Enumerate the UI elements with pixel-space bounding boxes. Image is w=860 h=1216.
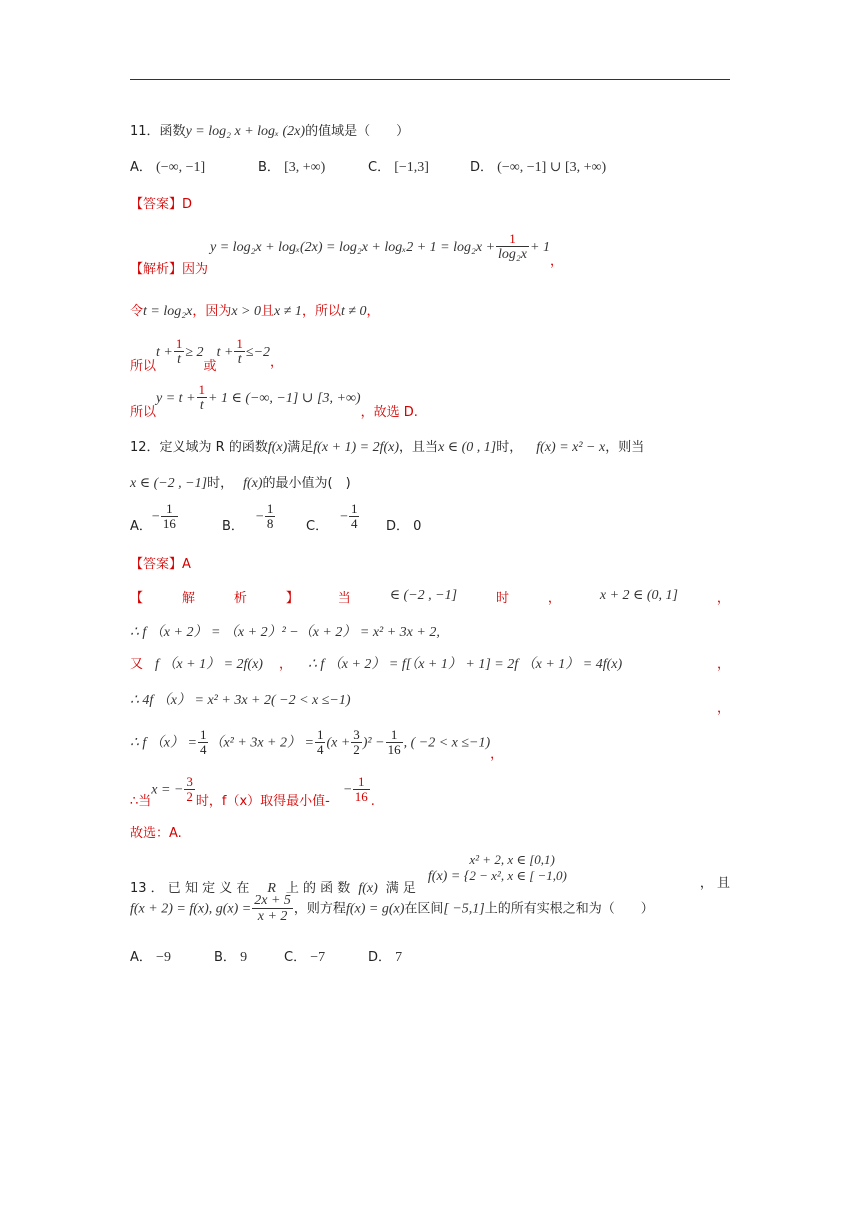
text: 解 — [181, 591, 195, 606]
option-value: (−∞, −1] — [156, 160, 206, 175]
expr: x ≠ 1 — [274, 304, 302, 319]
fraction-one-over-t — [234, 337, 245, 368]
text: ， 且 — [699, 876, 730, 891]
expr: ∴ 4f （x） = x² + 3x + 2( −2 < x ≤−1) — [130, 693, 351, 708]
q11-so1 — [130, 336, 284, 374]
expr: x = − — [151, 782, 184, 798]
q12-analysis-line2 — [130, 621, 440, 641]
denominator: log₂x — [498, 247, 528, 263]
numerator: 1 — [198, 382, 206, 397]
option-label: D． — [470, 160, 494, 175]
q11-analysis — [130, 231, 563, 277]
numerator: 1 — [390, 727, 398, 742]
numerator: 1 — [358, 774, 365, 789]
q13-option-b — [214, 946, 284, 966]
expr: )² − — [362, 735, 385, 751]
expr: f （x + 1） = 2f(x) — [155, 657, 263, 672]
fraction-three-halves — [184, 775, 195, 805]
q11-option-b — [258, 156, 368, 176]
fraction-one-sixteenth — [353, 775, 370, 805]
q11-number: 11． — [130, 124, 160, 139]
option-label: D． — [386, 519, 410, 535]
numerator: 1 — [266, 501, 274, 516]
q11-so2 — [130, 382, 418, 420]
header-rule — [130, 79, 730, 80]
text: 时， — [496, 440, 523, 455]
text: ， — [716, 657, 730, 672]
text: 13 ． 已 知 定 义 在 — [130, 880, 250, 896]
fraction-quarter — [315, 728, 326, 758]
q13-stem-line1 — [130, 852, 730, 896]
denominator: 2 — [353, 742, 360, 758]
text: ， — [366, 304, 380, 319]
text: ，则方程 — [293, 901, 346, 917]
text: 在区间 — [404, 901, 444, 917]
numerator: 1 — [236, 336, 243, 351]
expr: (x + — [326, 735, 351, 751]
denominator: t — [174, 351, 185, 367]
text: 令 — [130, 304, 144, 319]
numerator: 1 — [509, 231, 516, 246]
option-value: 9 — [240, 950, 248, 965]
text: 析 — [233, 591, 247, 606]
numerator: 1 — [199, 727, 207, 742]
q12-stem-line2 — [130, 472, 351, 492]
expr: x ∈ (−2 , −1] — [130, 476, 208, 491]
q12-option-c — [306, 501, 386, 535]
numerator: 2x + 5 — [254, 893, 291, 908]
expr-tail: + 1 — [530, 239, 550, 255]
denominator: 2 — [186, 789, 193, 805]
q12-option-b — [222, 501, 306, 535]
fraction-one-over-t — [174, 337, 185, 368]
expr: , ( −2 < x ≤−1) — [403, 735, 491, 751]
option-label: C． — [306, 519, 329, 535]
q11-answer: 【答案】D — [130, 197, 193, 212]
text: ， — [716, 701, 730, 716]
fraction-three-halves — [351, 728, 362, 758]
denominator: x + 2 — [252, 908, 293, 924]
denominator: 4 — [350, 516, 358, 532]
q13-option-a — [130, 946, 214, 966]
denominator: t — [197, 397, 208, 413]
q12-analysis-line1 — [130, 587, 730, 606]
option-value: 0 — [413, 519, 422, 535]
option-label: B． — [258, 160, 280, 175]
q11-stem-text: 函数 — [159, 124, 186, 139]
text: . — [370, 794, 375, 810]
q11-option-d — [470, 156, 606, 176]
text: ，则当 — [605, 440, 645, 455]
q12-analysis-line5 — [130, 727, 504, 763]
text: ，所以 — [301, 304, 341, 319]
expr: R — [267, 880, 276, 896]
text: 且 — [261, 304, 275, 319]
fraction-one-sixteenth — [386, 728, 403, 758]
text: 或 — [203, 358, 217, 374]
text: ， — [278, 657, 292, 672]
text: ， — [490, 747, 504, 763]
denominator: t — [234, 351, 245, 367]
denominator: 16 — [162, 516, 176, 532]
option-fraction — [265, 502, 276, 532]
expr: f(x) = g(x) — [345, 901, 405, 917]
option-label: D． — [368, 950, 392, 965]
text: ，且当 — [399, 440, 439, 455]
option-value: [3, +∞) — [284, 160, 326, 175]
option-label: C． — [284, 950, 307, 965]
text: 的最小值为( ) — [262, 476, 351, 491]
q11-let — [130, 300, 380, 320]
option-value: (−∞, −1] ∪ [3, +∞) — [497, 160, 607, 175]
text: ∴当 — [130, 794, 152, 810]
option-label: A． — [130, 519, 152, 535]
expr: ≤−2 — [245, 344, 271, 360]
expr: f(x) — [243, 476, 263, 491]
q12-analysis-line6 — [130, 774, 375, 810]
expr: f(x + 1) = 2f(x) — [313, 440, 400, 455]
q13-stem-line2 — [130, 893, 654, 925]
expr: f(x) — [267, 440, 288, 455]
expr: f(x) — [358, 880, 378, 896]
q12-analysis-line4 — [130, 689, 730, 716]
q11-option-c — [368, 156, 470, 176]
numerator: 1 — [316, 727, 324, 742]
denominator: 16 — [387, 742, 401, 758]
expr: ≥ 2 — [185, 344, 204, 360]
comma: ， — [270, 354, 284, 370]
text: 12．定义域为 R 的函数 — [130, 440, 268, 455]
expr: x + 2 ∈ (0, 1] — [599, 588, 678, 603]
q13-fraction — [252, 893, 293, 925]
expr: f(x + 2) = f(x), g(x) = — [130, 901, 252, 917]
q12-analysis-line3 — [130, 653, 730, 673]
q12-answer: 【答案】A — [130, 557, 191, 572]
option-fraction — [161, 502, 178, 532]
q13-options — [130, 946, 402, 966]
option-label: A． — [130, 160, 152, 175]
q12-option-a — [130, 501, 222, 535]
expr: x > 0 — [231, 304, 262, 319]
denominator: 4 — [199, 742, 207, 758]
q11-expression: y = log₂ x + logₓ (2x) — [185, 124, 306, 139]
piecewise-lhs: f(x) = { — [427, 868, 470, 884]
numerator: 1 — [166, 501, 173, 516]
expr: t ≠ 0 — [340, 304, 367, 319]
text: 满足 — [287, 440, 314, 455]
q13-option-d — [368, 946, 402, 966]
q12-end: 故选：A. — [130, 826, 182, 841]
text: ，故选 D. — [360, 404, 418, 420]
neg: − — [151, 509, 160, 525]
analysis-label: 【解析】因为 — [130, 261, 209, 277]
option-value: [−1,3] — [394, 160, 429, 175]
denominator: 4 — [316, 742, 324, 758]
fraction-one-over-t — [197, 383, 208, 414]
text: 上 的 函 数 — [285, 880, 351, 896]
option-label: B． — [214, 950, 236, 965]
text: 当 — [337, 591, 351, 606]
neg: − — [255, 509, 264, 525]
numerator: 3 — [353, 727, 360, 742]
option-value: 7 — [395, 950, 403, 965]
denominator: 16 — [354, 789, 368, 805]
text: 【 — [130, 591, 144, 606]
numerator: 3 — [186, 774, 193, 789]
q11-analysis-expression: y = log₂x + logₓ(2x) = log₂x + logₓ2 + 1 = log₂x + — [210, 239, 496, 255]
expr: [ −5,1] — [443, 901, 485, 917]
text: 所以 — [130, 404, 157, 420]
q11-options — [130, 156, 606, 176]
text: ， — [547, 591, 561, 606]
expr: ∴ f （x + 2） = （x + 2）² −（x + 2） = x² + 3x + 2, — [130, 625, 440, 640]
expr: + 1 ∈ (−∞, −1] ∪ [3, +∞) — [208, 390, 361, 406]
text: 】 — [285, 591, 299, 606]
text: ， — [716, 591, 730, 606]
comma: ， — [549, 253, 563, 269]
option-label: A． — [130, 950, 152, 965]
q12-option-d — [386, 515, 421, 534]
expr: t = log₂x — [143, 304, 193, 319]
option-fraction — [349, 502, 360, 532]
neg: − — [343, 782, 352, 798]
q11-stem — [130, 120, 409, 140]
expr: ∴ f （x + 2） = f[（x + 1） + 1] = 2f （x + 1） = 4f(x) — [307, 657, 623, 672]
text: ，因为 — [192, 304, 232, 319]
expr: ∈ (−2 , −1] — [389, 588, 458, 603]
q11-analysis-fraction — [496, 232, 529, 263]
q12-stem-line1 — [130, 436, 644, 456]
expr: ∴ f （x） = — [130, 735, 197, 751]
expr: （x² + 3x + 2） = — [209, 735, 314, 751]
text: 上的所有实根之和为（ ） — [484, 901, 654, 917]
option-label: B． — [222, 519, 244, 535]
text: 满 足 — [385, 880, 416, 896]
text: 又 — [130, 657, 144, 672]
text: 所以 — [130, 358, 157, 374]
text: 时， — [207, 476, 234, 491]
q11-stem-tail: 的值域是（ ） — [305, 124, 410, 139]
expr: f(x) = x² − x — [536, 440, 606, 455]
q13-option-c — [284, 946, 368, 966]
text: 时 — [495, 591, 509, 606]
option-label: C． — [368, 160, 391, 175]
case: x² + 2, x ∈ [0,1) — [469, 852, 555, 867]
expr: x ∈ (0 , 1] — [438, 440, 497, 455]
fraction-quarter — [198, 728, 209, 758]
option-value: −9 — [156, 950, 171, 965]
text: 时，f（x）取得最小值- — [195, 794, 330, 810]
denominator: 8 — [266, 516, 274, 532]
q12-options — [130, 501, 422, 535]
numerator: 1 — [175, 336, 183, 351]
piecewise-cases — [469, 852, 567, 885]
expr: y = t + — [156, 390, 196, 406]
option-value: −7 — [310, 950, 326, 965]
case: 2 − x², x ∈ [ −1,0) — [469, 868, 567, 884]
numerator: 1 — [350, 501, 358, 516]
neg: − — [340, 509, 348, 525]
expr: t + — [156, 344, 173, 360]
expr: t + — [216, 344, 234, 360]
q11-option-a — [130, 156, 258, 176]
